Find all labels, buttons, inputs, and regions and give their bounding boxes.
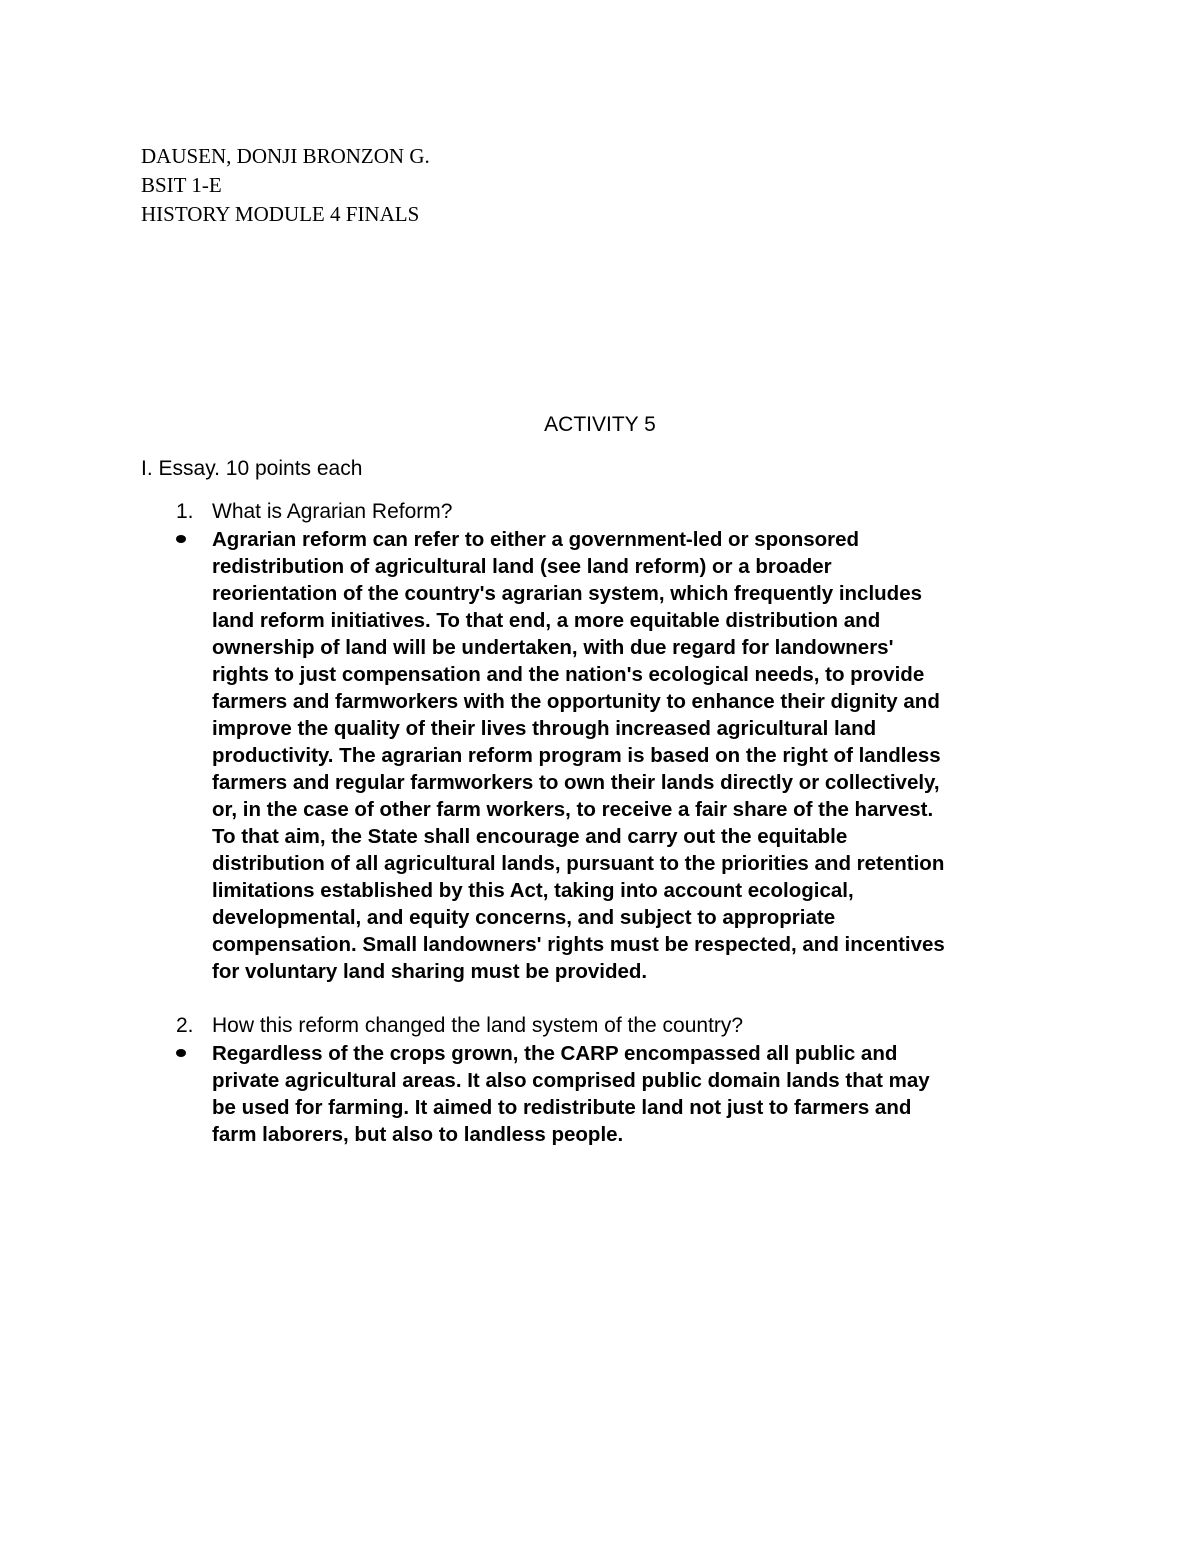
question-text: What is Agrarian Reform? xyxy=(212,500,453,523)
answer-line: compensation. Small landowners' rights must be respected, and incentives xyxy=(212,933,945,956)
answer-line: private agricultural areas. It also comprised public domain lands that may xyxy=(212,1069,930,1092)
student-name: DAUSEN, DONJI BRONZON G. xyxy=(141,144,430,168)
question-2 xyxy=(176,1011,743,1041)
answer-line: developmental, and equity concerns, and subject to appropriate xyxy=(212,906,836,929)
answer-line: farmers and farmworkers with the opportunity to enhance their dignity and xyxy=(212,690,940,713)
student-header xyxy=(141,142,430,229)
answer-line: productivity. The agrarian reform program is based on the right of landless xyxy=(212,744,941,767)
answer-line: Regardless of the crops grown, the CARP encompassed all public and xyxy=(212,1042,898,1065)
answer-line: or, in the case of other farm workers, to receive a fair share of the harvest. xyxy=(212,798,934,821)
answer-line: Agrarian reform can refer to either a government-led or sponsored xyxy=(212,528,860,551)
answer-line: land reform initiatives. To that end, a more equitable distribution and xyxy=(212,609,881,632)
answer-line: improve the quality of their lives through increased agricultural land xyxy=(212,717,877,740)
answer-line: rights to just compensation and the nation's ecological needs, to provide xyxy=(212,663,925,686)
answer-line: distribution of all agricultural lands, pursuant to the priorities and retention xyxy=(212,852,945,875)
bullet-icon xyxy=(176,1049,186,1057)
question-1 xyxy=(176,497,452,527)
answer-line: redistribution of agricultural land (see land reform) or a broader xyxy=(212,555,832,578)
answer-line: farmers and regular farmworkers to own their lands directly or collectively, xyxy=(212,771,940,794)
answer-1 xyxy=(212,526,1072,985)
question-text: How this reform changed the land system of the country? xyxy=(212,1014,744,1037)
activity-title: ACTIVITY 5 xyxy=(544,413,656,436)
course-title: HISTORY MODULE 4 FINALS xyxy=(141,202,420,226)
question-number: 2. xyxy=(176,1014,194,1037)
answer-line: limitations established by this Act, taking into account ecological, xyxy=(212,879,854,902)
answer-line: To that aim, the State shall encourage and carry out the equitable xyxy=(212,825,848,848)
answer-2 xyxy=(212,1040,1072,1148)
bullet-icon xyxy=(176,535,186,543)
section-instruction: I. Essay. 10 points each xyxy=(141,457,363,480)
answer-line: for voluntary land sharing must be provided. xyxy=(212,960,648,983)
answer-line: reorientation of the country's agrarian system, which frequently includes xyxy=(212,582,923,605)
answer-line: ownership of land will be undertaken, with due regard for landowners' xyxy=(212,636,894,659)
student-section: BSIT 1-E xyxy=(141,173,222,197)
answer-line: farm laborers, but also to landless people. xyxy=(212,1123,624,1146)
question-number: 1. xyxy=(176,500,194,523)
answer-line: be used for farming. It aimed to redistribute land not just to farmers and xyxy=(212,1096,912,1119)
